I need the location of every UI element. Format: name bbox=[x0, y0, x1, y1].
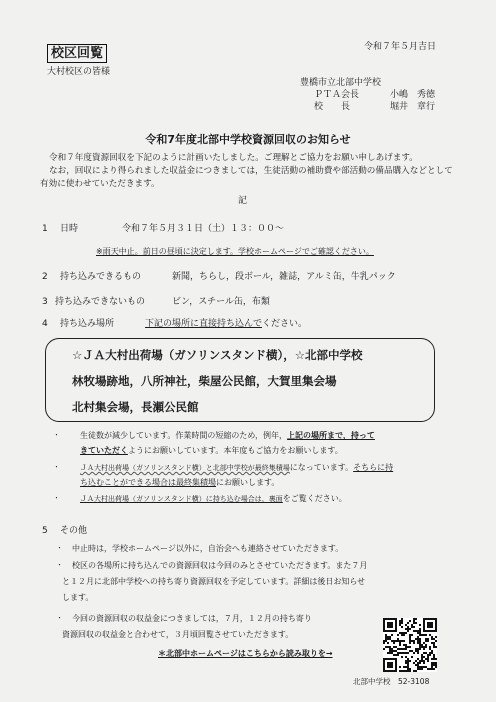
circulation-badge: 校区回覧 bbox=[47, 44, 107, 63]
item-3-label: 持ち込みできないもの bbox=[55, 297, 146, 307]
intro-paragraph-2: なお，回収により得られました収益金につきましては，生徒活動の補助費や部活動の備品購入などとして有効に使わせていただきます。 bbox=[40, 166, 453, 189]
note-1-bullet: ・ bbox=[53, 431, 60, 439]
issue-date: 令和７年５月吉日 bbox=[364, 42, 437, 52]
note-2-bullet: ・ bbox=[53, 463, 60, 471]
pta-title: ＰＴＡ会長 bbox=[314, 90, 360, 100]
item-3-value: ビン，スチール缶，布類 bbox=[172, 297, 270, 307]
item-2-number: 2 bbox=[42, 272, 48, 282]
homepage-link[interactable]: ＊北部中ホームページはこちらから読み取りを→ bbox=[158, 649, 333, 658]
locations-line-3: 北村集会場，長瀬公民館 bbox=[72, 400, 199, 414]
locations-line-2: 林牧場跡地，八所神社，柴屋公民館，大賀里集会場 bbox=[72, 374, 337, 388]
sender-school: 豊橋市立北部中学校 bbox=[300, 78, 382, 88]
note-2-text-a: ＪＡ大村出荷場（ガソリンスタンド横）と北部中学校が最終集積場 bbox=[80, 464, 290, 472]
note-2-line-2 bbox=[80, 477, 279, 488]
pta-name: 小嶋 秀徳 bbox=[390, 90, 436, 100]
item-4-number: 4 bbox=[42, 319, 48, 329]
other-2-line-2: と１２月に北部中学校への持ち寄り資源回収を予定しています。詳細は後日お知らせ bbox=[62, 577, 366, 586]
item-3-number: 3 bbox=[42, 297, 48, 307]
item-4-value bbox=[145, 318, 307, 330]
ki-heading: 記 bbox=[238, 196, 248, 206]
dropoff-locations-box bbox=[45, 338, 435, 422]
note-3-text-a: ＪＡ大村出荷場（ガソリンスタンド横）に持ち込む場合は，裏面 bbox=[80, 495, 283, 503]
item-2-label: 持ち込みできるもの bbox=[60, 272, 142, 282]
note-3-text-b: をご覧ください。 bbox=[282, 494, 347, 503]
note-2-text-c: そちらに持 bbox=[353, 463, 394, 472]
other-2-line-3: します。 bbox=[62, 593, 94, 602]
item-1-number: 1 bbox=[42, 224, 48, 234]
other-2-line-1: 校区の各場所に持ち込んでの資源回収は今回のみとさせていただきます。また７月 bbox=[72, 561, 368, 570]
note-2-line-1 bbox=[80, 462, 393, 474]
notice-title: 令和7年度北部中学校資源回収のお知らせ bbox=[145, 133, 351, 146]
note-1-line-1 bbox=[80, 430, 375, 441]
other-2-bullet: ・ bbox=[56, 561, 63, 569]
other-3-bullet: ・ bbox=[56, 614, 63, 622]
note-1-text-d: ようにお願いしています。本年度もご協力をお願いします。 bbox=[128, 446, 343, 455]
item-2-value: 新聞，ちらし，段ボール，雑誌，アルミ缶，牛乳パック bbox=[172, 272, 396, 282]
principal-title: 校 長 bbox=[314, 102, 351, 112]
item-4-label: 持ち込み場所 bbox=[60, 319, 115, 329]
item-4-value-rest: ください。 bbox=[262, 319, 308, 329]
note-1-text-a: 生徒数が減少しています。作業時間の短縮のため，例年， bbox=[80, 431, 288, 440]
qr-code[interactable] bbox=[383, 618, 437, 672]
item-1-label: 日時 bbox=[60, 224, 79, 234]
intro-paragraph-1: 令和７年度資源回収を下記のように計画いたしました。ご理解とご協力をお願い申しあげます。 bbox=[49, 153, 418, 163]
note-2-text-e: にお願いします。 bbox=[216, 478, 280, 487]
other-1-bullet: ・ bbox=[56, 544, 63, 552]
note-3-bullet: ・ bbox=[53, 494, 60, 502]
rain-note: ※雨天中止。前日の昼頃に決定します。学校ホームページでご確認ください。 bbox=[96, 247, 374, 256]
item-5-number: 5 bbox=[42, 526, 48, 536]
principal-name: 堀井 章行 bbox=[390, 102, 436, 112]
footer-contact: 北部中学校 52-3108 bbox=[353, 677, 430, 686]
note-1-text-c: きていただく bbox=[80, 446, 128, 455]
item-1-value: 令和７年５月３１日（土）１３：００～ bbox=[122, 224, 285, 234]
recipient: 大村校区の皆様 bbox=[47, 67, 111, 77]
other-3-line-1: 今回の資源回収の収益金につきましては，７月，１２月の持ち寄り bbox=[72, 614, 312, 623]
note-1-text-b: 上記の場所まで，持って bbox=[287, 431, 375, 440]
note-3-line-1 bbox=[80, 493, 347, 505]
item-5-label: その他 bbox=[60, 526, 88, 536]
item-4-value-underlined: 下記の場所に直接持ち込んで bbox=[145, 319, 263, 329]
other-1: 中止時は，学校ホームページ以外に，自治会へも連絡させていただきます。 bbox=[72, 544, 344, 553]
note-1-line-2 bbox=[80, 445, 343, 456]
note-2-text-b: になっています。 bbox=[289, 463, 354, 472]
note-2-text-d: ち込むことができる場合は最終集積場 bbox=[80, 478, 216, 487]
other-3-line-2: 資源回収の収益金と合わせて，３月頃回覧させていただきます。 bbox=[62, 630, 294, 639]
locations-line-1: ☆ＪＡ大村出荷場（ガソリンスタンド横），☆北部中学校 bbox=[72, 348, 363, 362]
